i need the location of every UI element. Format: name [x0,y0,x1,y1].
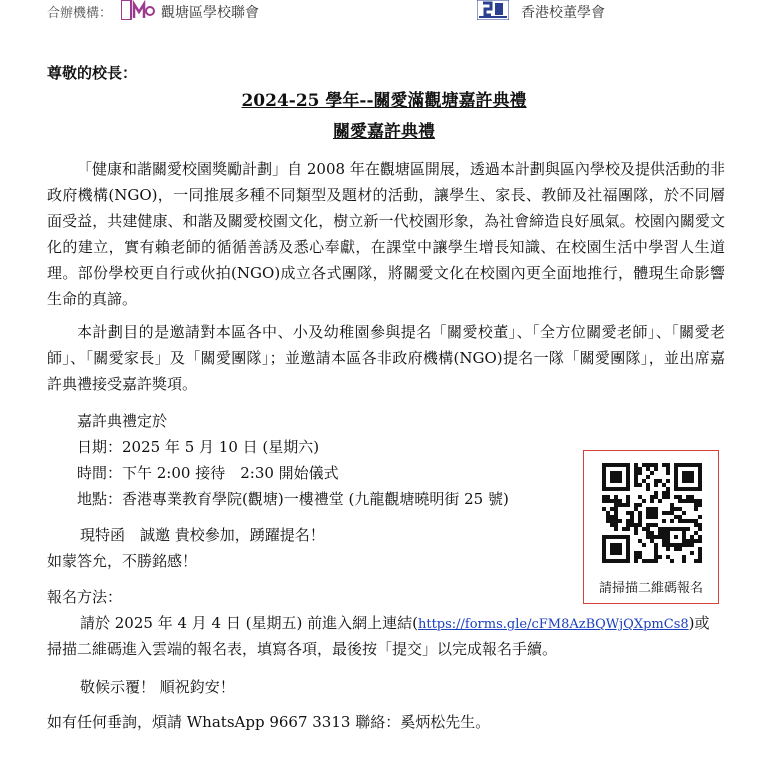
closing-line: 敬候示覆！ 順祝鈞安！ [80,678,235,696]
co-organizer-label: 合辦機構： [47,6,113,21]
enquiry-line: 如有任何垂詢，煩請 WhatsApp 9667 3313 聯絡：奚炳松先生。 [47,713,491,731]
qr-code-panel [583,450,719,604]
intro-paragraph: 「健康和諧關愛校園獎勵計劃」自 2008 年在觀塘區開展，透過本計劃與區內學校及提供活動的非政府機構(NGO)，一同推展多種不同類型及題材的活動，讓學生、家長、教師及社福團隊，於不同層面受益，共建健康、和諧及關愛校園文化，樹立新一代校園形象，為社會締造良好風氣。校園內關愛文化的建立，實有賴老師的循循善誘及悉心奉獻，在課堂中讓學生增長知識、在校園生活中學習人生道理。部份學校更自行或伙拍(NGO)成立各式團隊，將關愛文化在校園內更全面地推行，體現生命影響生命的真諦。 [47,160,725,308]
registration-deadline-text: 請於 2025 年 4 月 4 日 (星期五) 前進入網上連結( [80,614,418,632]
salutation: 尊敬的校長： [47,64,138,82]
page-subtitle: 關愛嘉許典禮 [333,122,435,142]
registration-form-link[interactable]: https://forms.gle/cFM8AzBQWjQXpmCs8 [417,617,689,632]
ceremony-date: 日期：2025 年 5 月 10 日 (星期六) [77,438,320,456]
school-managers-logo-icon [477,0,509,20]
thanks-line: 如蒙答允，不勝銘感！ [47,552,198,570]
letter-header [0,0,768,26]
qr-caption: 請掃描二維碼報名 [598,581,703,596]
school-council-logo-icon [121,0,155,20]
invitation-line: 現特函 誠邀 貴校參加，踴躍提名！ [80,526,325,544]
ceremony-intro: 嘉許典禮定於 [77,412,168,430]
registration-line-2: 掃描二維碼進入雲端的報名表，填寫各項，最後按「提交」以完成報名手續。 [47,640,558,658]
ceremony-venue: 地點：香港專業教育學院(觀塘)一樓禮堂 (九龍觀塘曉明街 25 號) [77,490,509,508]
page-title: 2024-25 學年--關愛滿觀塘嘉許典禮 [241,91,527,111]
school-council-name: 觀塘區學校聯會 [161,5,259,21]
registration-line-1 [80,612,710,633]
qr-code-icon[interactable] [602,463,702,563]
ceremony-time: 時間：下午 2:00 接待 2:30 開始儀式 [77,464,339,482]
school-managers-name: 香港校董學會 [521,5,605,21]
registration-or-text: )或 [688,614,710,632]
registration-method-label: 報名方法： [47,588,123,606]
purpose-paragraph: 本計劃目的是邀請對本區各中、小及幼稚園參與提名「關愛校董」、「全方位關愛老師」、「關愛老師」、「關愛家長」及「關愛團隊」；並邀請本區各非政府機構(NGO)提名一隊「關愛團隊」，並出席嘉許典禮接受嘉許獎項。 [47,323,725,393]
